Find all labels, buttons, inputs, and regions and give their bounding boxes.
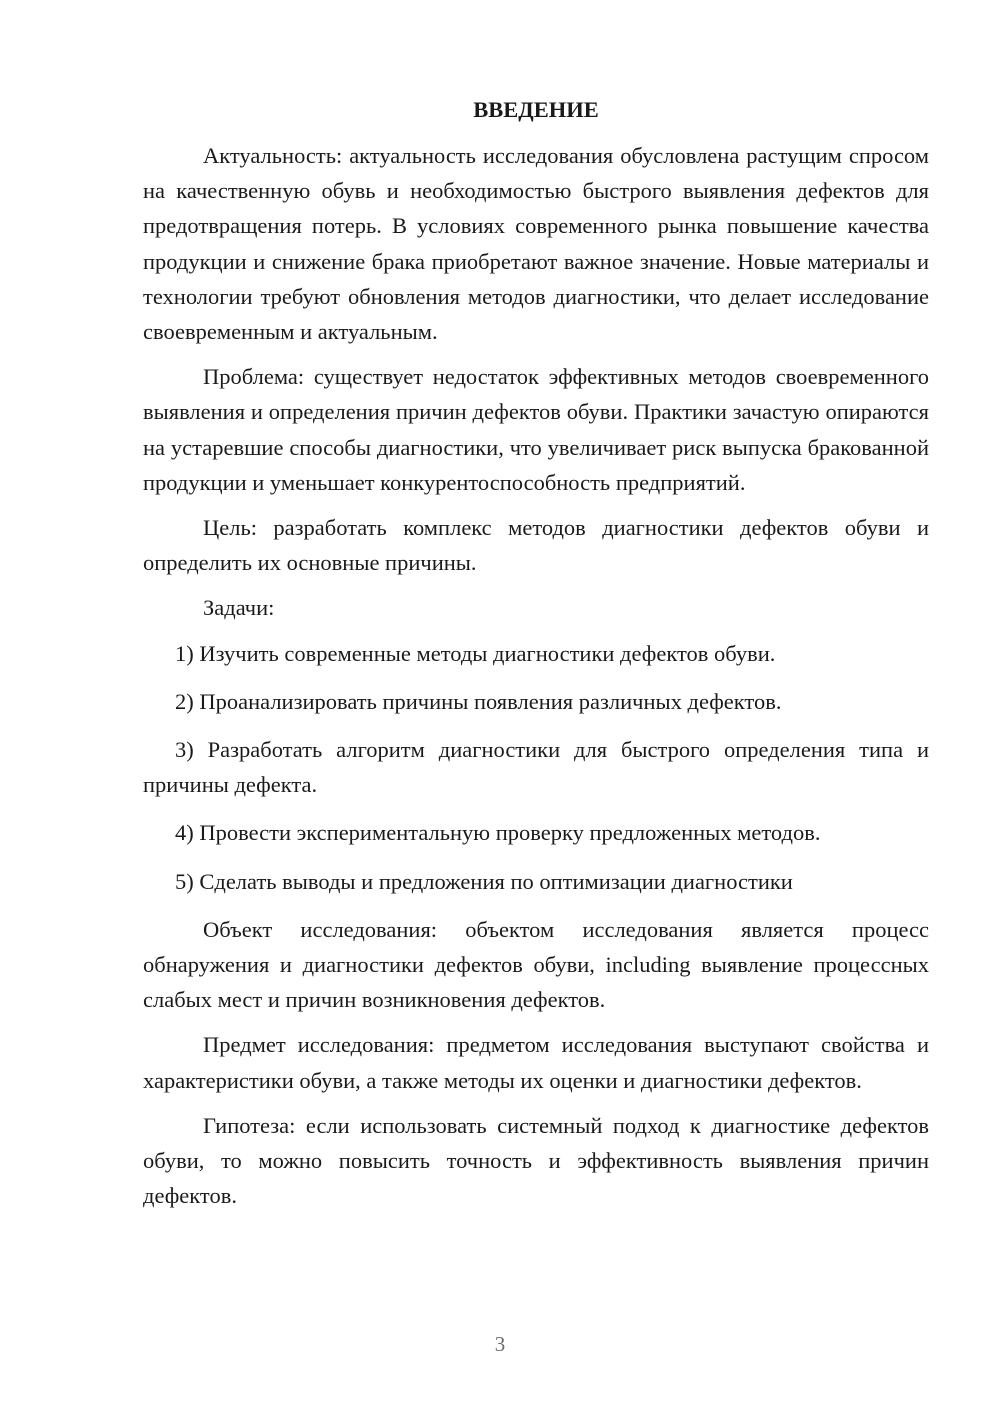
- task-item-4: 4) Провести экспериментальную проверку предложенных методов.: [175, 820, 821, 846]
- paragraph-relevance: Актуальность: актуальность исследования обусловлена растущим спросом на качественную обувь и необходимостью быстрого выявления дефектов для предотвращения потерь. В условиях современного рынка повышение качества продукции и снижение брака приобретают важное значение. Новые материалы и технологии требуют обновления методов диагностики, что делает исследование своевременным и актуальным.: [143, 143, 929, 345]
- task-item-5: 5) Сделать выводы и предложения по оптимизации диагностики: [175, 868, 793, 894]
- task-item-1: 1) Изучить современные методы диагностики дефектов обуви.: [175, 640, 776, 666]
- paragraph-subject: Предмет исследования: предметом исследования выступают свойства и характеристики обуви, а также методы их оценки и диагностики дефектов.: [143, 1032, 929, 1093]
- paragraph-problem: Проблема: существует недостаток эффективных методов своевременного выявления и определения причин дефектов обуви. Практики зачастую опираются на устаревшие способы диагностики, что увеличивает риск выпуска бракованной продукции и уменьшает конкурентоспособность предприятий.: [143, 364, 929, 495]
- page-title: ВВЕДЕНИЕ: [473, 97, 599, 122]
- paragraph-hypothesis: Гипотеза: если использовать системный подход к диагностике дефектов обуви, то можно повысить точность и эффективность выявления причин дефектов.: [143, 1112, 929, 1209]
- task-item-3: 3) Разработать алгоритм диагностики для быстрого определения типа и причины дефекта.: [143, 737, 929, 798]
- tasks-heading: Задачи:: [203, 595, 275, 621]
- task-item-2: 2) Проанализировать причины появления различных дефектов.: [175, 688, 782, 714]
- paragraph-goal: Цель: разработать комплекс методов диагностики дефектов обуви и определить их основные причины.: [143, 515, 929, 576]
- document-page: [143, 92, 929, 1223]
- paragraph-object: Объект исследования: объектом исследования является процесс обнаружения и диагностики дефектов обуви, including выявление процессных слабых мест и причин возникновения дефектов.: [143, 916, 929, 1013]
- page-number: 3: [494, 1332, 506, 1356]
